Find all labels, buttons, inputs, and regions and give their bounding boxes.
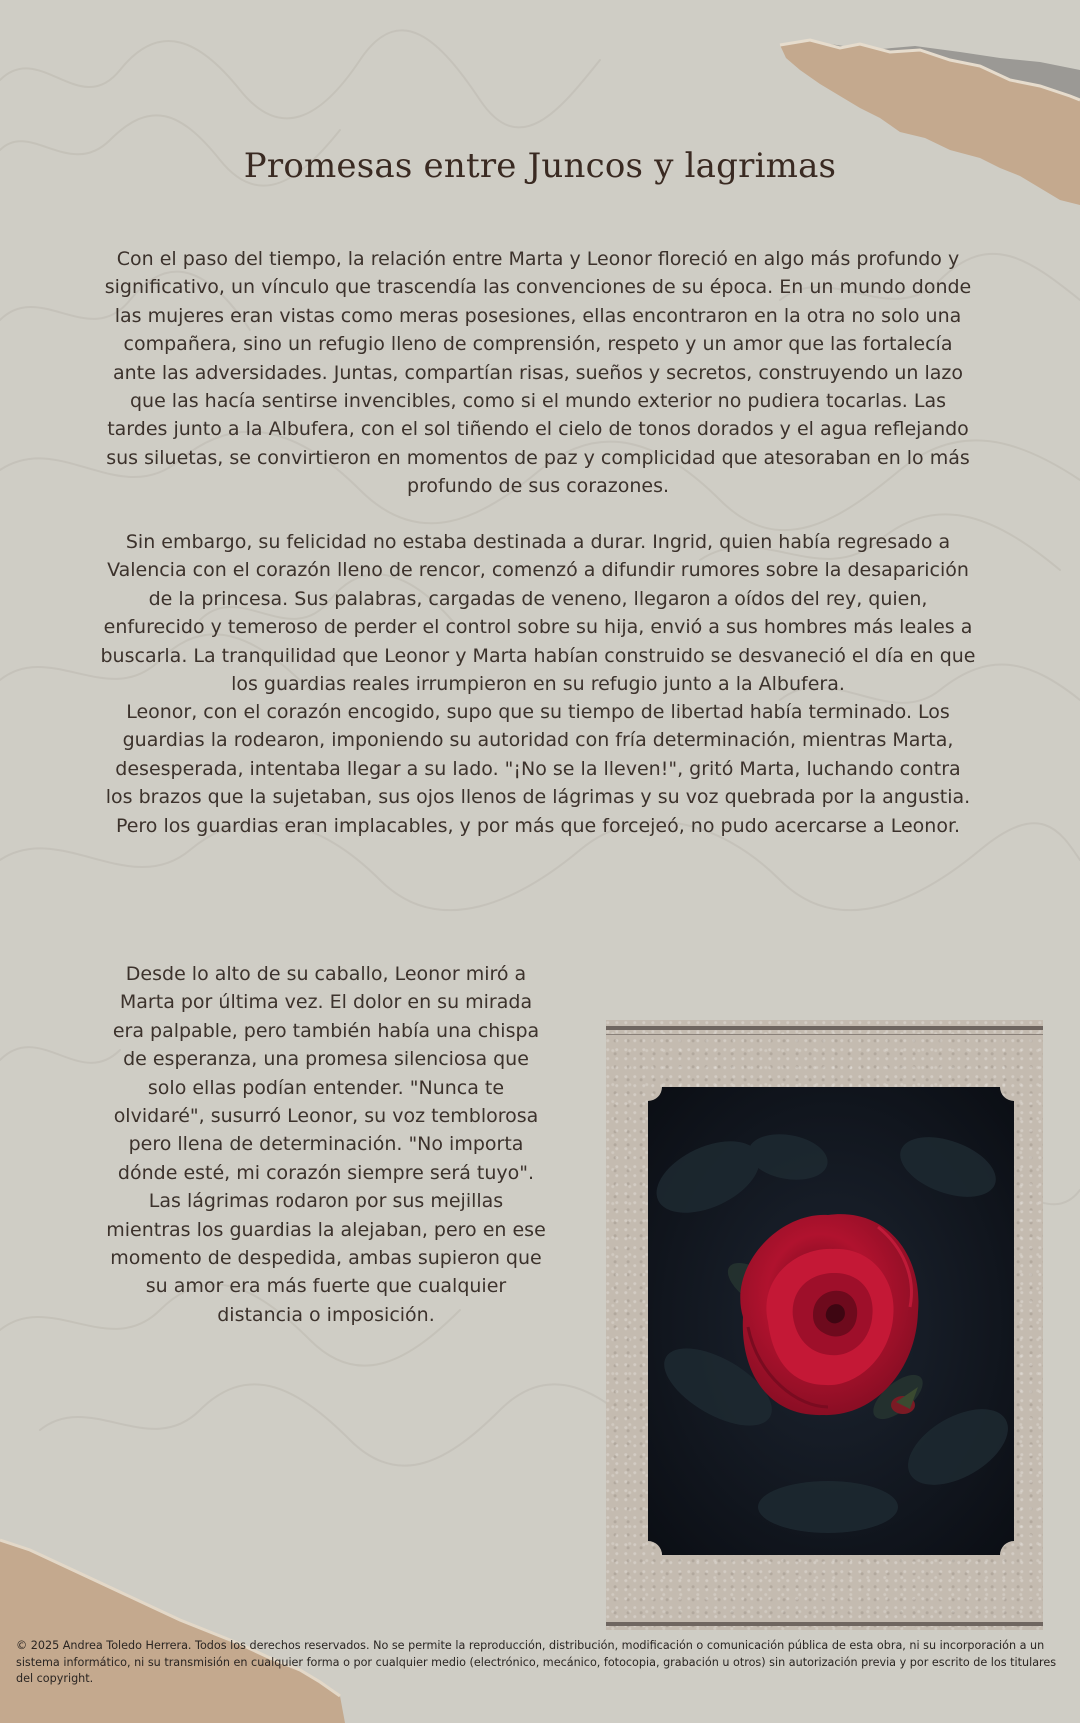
- paragraph-3: Leonor, con el corazón encogido, supo que su tiempo de libertad había terminado. Los guardias la rodearon, imponiendo su autoridad con fría determinación, mientras Marta, desesperada, intentaba llegar a su lado. "¡No se la lleven!", gritó Marta, luchando contra los brazos que la sujetaban, sus ojos llenos de lágrimas y su voz quebrada por la angustia. Pero los guardias eran implacables, y por más que forcejeó, no pudo acercarse a Leonor.: [105, 701, 971, 837]
- torn-paper-decoration: [700, 0, 1080, 220]
- paragraph-2: Sin embargo, su felicidad no estaba destinada a durar. Ingrid, quien había regresado a Valencia con el corazón lleno de rencor, comenzó a difundir rumores sobre la desaparición de la princesa. Sus palabras, cargadas de veneno, llegaron a oídos del rey, quien, enfurecido y temeroso de perder el control sobre su hija, envió a sus hombres más leales a buscarla. La tranquilidad que Leonor y Marta habían construido se desvaneció el día en que los guardias reales irrumpieron en su refugio junto a la Albufera.: [100, 531, 976, 696]
- frame-divider-bottom: [606, 1622, 1043, 1626]
- rose-photo: [648, 1087, 1014, 1555]
- copyright-notice: © 2025 Andrea Toledo Herrera. Todos los derechos reservados. No se permite la reproducción, distribución, modificación o comunicación pública de esta obra, ni su incorporación a un sistema informático, ni su transmisión en cualquier forma o por cualquier medio (electrónico, mecánico, fotocopia, grabación u otros) sin autorización previa y por escrito de los titulares del copyright.: [16, 1639, 1057, 1685]
- frame-divider-top: [606, 1026, 1043, 1030]
- paragraph-4: Desde lo alto de su caballo, Leonor miró a Marta por última vez. El dolor en su mirada era palpable, pero también había una chispa de esperanza, una promesa silenciosa que solo ellas podían entender. "Nunca te olvidaré", susurró Leonor, su voz temblorosa pero llena de determinación. "No importa dónde esté, mi corazón siempre será tuyo". Las lágrimas rodaron por sus mejillas mientras los guardias la alejaban, pero en ese momento de despedida, ambas supieron que su amor era más fuerte que cualquier distancia o imposición.: [106, 963, 546, 1326]
- torn-paper-decoration-bottom: [0, 1520, 360, 1723]
- paragraph-1: Con el paso del tiempo, la relación entre Marta y Leonor floreció en algo más profundo y significativo, un vínculo que trascendía las convenciones de su época. En un mundo donde las mujeres eran vistas como meras posesiones, ellas encontraron en la otra no solo una compañera, sino un refugio lleno de comprensión, respeto y un amor que las fortalecía ante las adversidades. Juntas, compartían risas, sueños y secretos, construyendo un lazo que las hacía sentirse invencibles, como si el mundo exterior no pudiera tocarlas. Las tardes junto a la Albufera, con el sol tiñendo el cielo de tonos dorados y el agua reflejando sus siluetas, se convirtieron en momentos de paz y complicidad que atesoraban en lo más profundo de sus corazones.: [104, 248, 972, 498]
- page-title: Promesas entre Juncos y lagrimas: [243, 146, 837, 186]
- frame-divider-top-thin: [606, 1034, 1043, 1035]
